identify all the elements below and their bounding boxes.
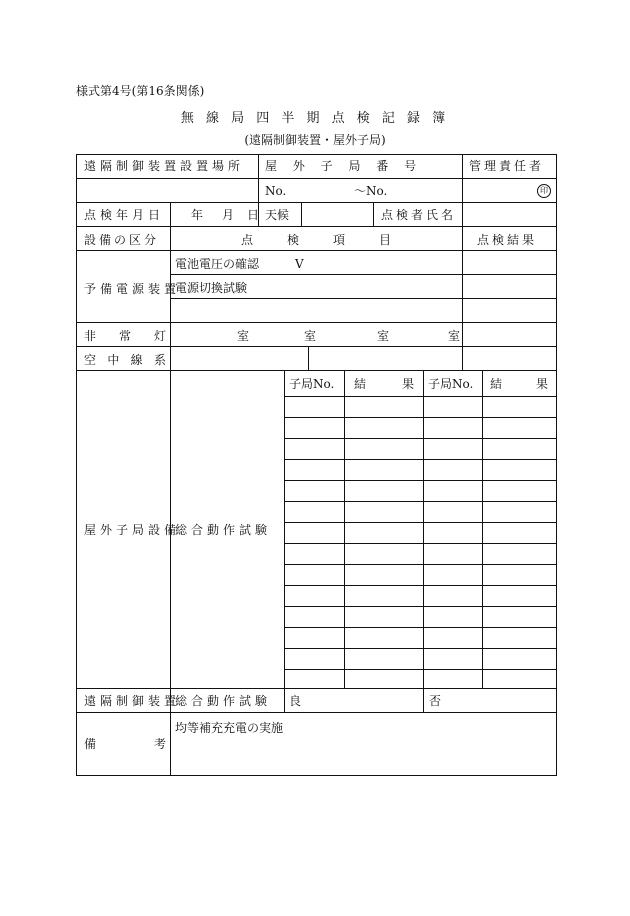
inspection-date-label: 点検年月日 — [84, 208, 165, 222]
substation-no-header-2: 子局No. — [428, 377, 474, 391]
inspection-item-header: 点 検 項 目 — [241, 233, 391, 247]
station-no-to: ～No. — [354, 184, 388, 198]
weather-label: 天候 — [265, 208, 290, 222]
station-number-label: 屋 外 子 局 番 号 — [265, 159, 423, 173]
room-4: 室 — [448, 329, 461, 343]
location-field[interactable] — [84, 182, 254, 198]
emergency-light-label: 非 常 灯 — [84, 329, 166, 343]
day-label: 日 — [247, 208, 260, 222]
volt-unit: V — [295, 257, 304, 271]
room-1: 室 — [237, 329, 250, 343]
category-header: 設備の区分 — [84, 233, 160, 247]
year-label: 年 — [191, 208, 204, 222]
form-subtitle: (遠隔制御装置・屋外子局) — [244, 133, 386, 147]
battery-voltage-item: 電池電圧の確認 — [175, 257, 260, 271]
seal-icon: 印 — [537, 184, 551, 198]
remarks-text: 均等補充充電の実施 — [175, 721, 284, 735]
manager-label: 管理責任者 — [469, 159, 545, 173]
station-no-from: No. — [265, 184, 287, 198]
remote-test-item: 総合動作試験 — [175, 694, 272, 708]
month-label: 月 — [222, 208, 235, 222]
substation-no-header-1: 子局No. — [289, 377, 335, 391]
outdoor-test-item: 総合動作試験 — [175, 523, 272, 537]
outdoor-substation-label: 屋外子局設備 — [84, 523, 181, 537]
power-switch-test-item: 電源切換試験 — [175, 281, 248, 295]
location-label: 遠隔制御装置設置場所 — [84, 159, 245, 173]
form-number: 様式第4号(第16条関係) — [76, 84, 205, 98]
substation-result-header-1: 結 果 — [354, 377, 414, 391]
result-good: 良 — [289, 694, 302, 708]
room-3: 室 — [377, 329, 390, 343]
antenna-system-label: 空 中 線 系 — [84, 353, 166, 367]
room-2: 室 — [304, 329, 317, 343]
form-title: 無 線 局 四 半 期 点 検 記 録 簿 — [180, 111, 450, 126]
remarks-label: 備 考 — [84, 737, 166, 751]
inspector-label: 点検者氏名 — [381, 208, 457, 222]
table-border — [77, 155, 557, 776]
inspection-form-table — [76, 154, 557, 776]
result-bad: 否 — [429, 694, 442, 708]
backup-power-label: 予備電源装置 — [84, 282, 181, 296]
remote-control-label: 遠隔制御装置 — [84, 694, 181, 708]
substation-result-header-2: 結 果 — [490, 377, 548, 391]
result-header: 点検結果 — [477, 233, 538, 247]
table-grid — [76, 154, 557, 776]
